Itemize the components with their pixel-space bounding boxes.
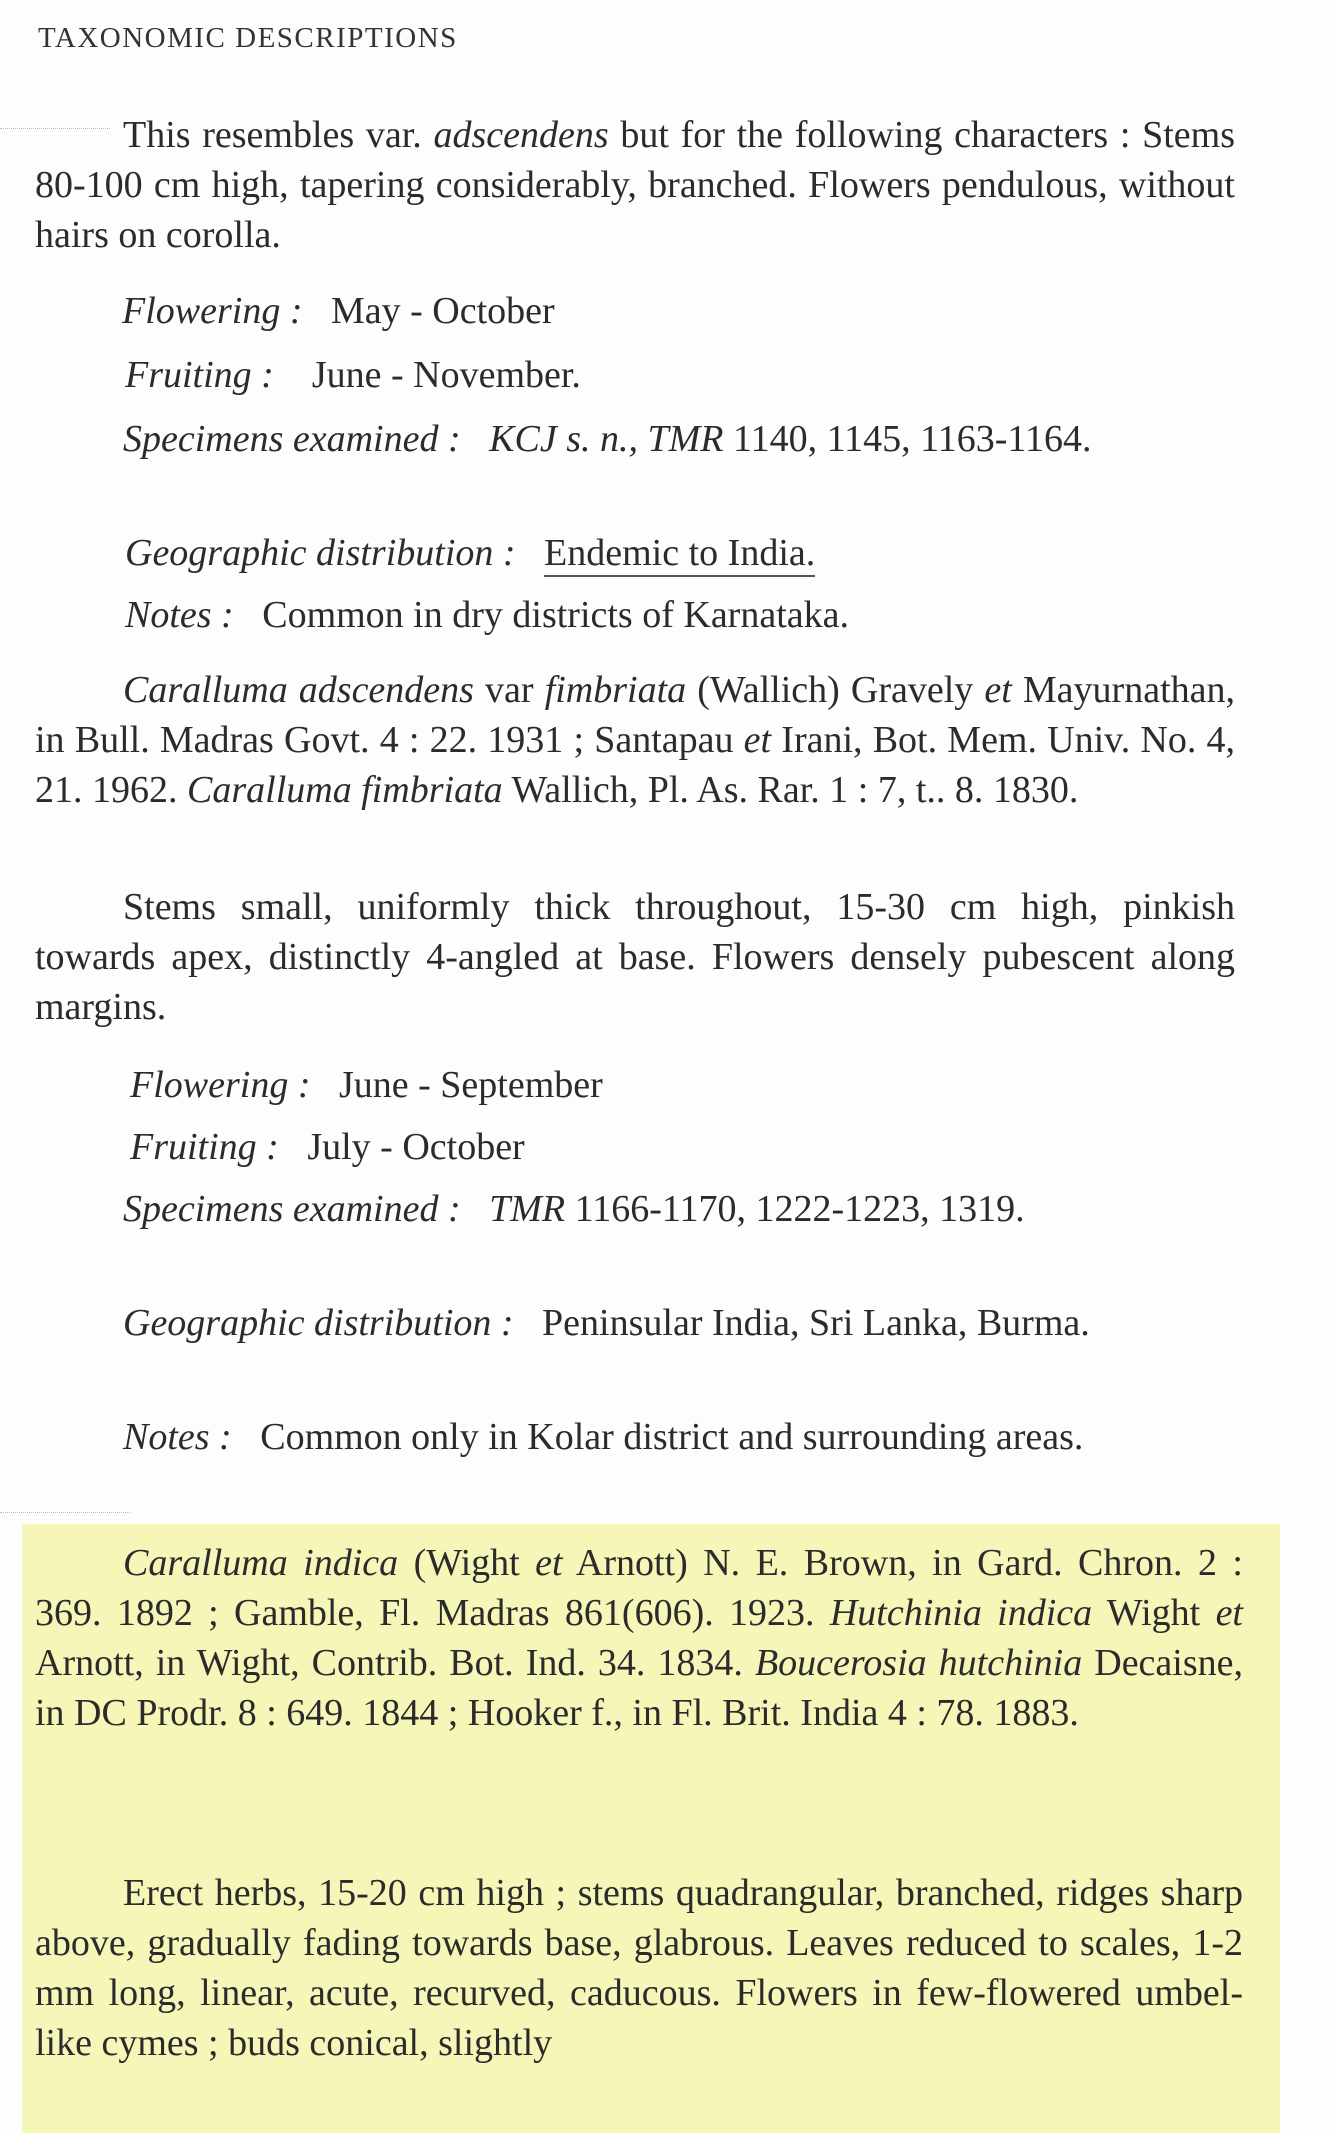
citation-italic: Caralluma indica xyxy=(123,1542,399,1584)
distribution-line-1 xyxy=(125,528,815,578)
notes-value: Common in dry districts of Karnataka. xyxy=(262,594,849,636)
citation-italic: Caralluma adscendens xyxy=(123,669,474,711)
fruiting-label: Fruiting : xyxy=(130,1126,279,1168)
citation-italic: et xyxy=(743,719,772,761)
notes-line-1 xyxy=(125,590,849,640)
distribution-value: Endemic to India. xyxy=(544,532,815,577)
citation-text: Decaisne, in DC Prodr. 8 : 649. 1844 ; Hooker f., in Fl. Brit. India 4 : 78. 1883. xyxy=(35,1642,1244,1734)
description-paragraph-2: Stems small, uniformly thick throughout, 15-30 cm high, pinkish towards apex, distinctly 4-angled at base. Flowers densely pubescent along margins. xyxy=(35,886,1235,1028)
intro-italic: adscendens xyxy=(433,114,609,156)
specimens-paragraph-2 xyxy=(35,1184,1235,1234)
notes-paragraph-2 xyxy=(35,1412,1235,1462)
flowering-value: May - October xyxy=(330,290,555,332)
citation-text: var xyxy=(473,669,545,711)
citation-text: Arnott, in Wight, Contrib. Bot. Ind. 34. 1834. xyxy=(35,1642,755,1684)
citation-paragraph-2 xyxy=(35,665,1235,815)
flowering-value: June - September xyxy=(338,1064,603,1106)
specimens-value-italic: TMR xyxy=(489,1188,566,1230)
citation-italic: fimbriata xyxy=(544,669,687,711)
description-paragraph-3: Erect herbs, 15-20 cm high ; stems quadrangular, branched, ridges sharp above, gradually fading towards base, glabrous. Leaves reduced to scales, 1-2 mm long, linear, acute, recurved, caducous. Flowers in few-flowered umbel-like cymes ; buds conical, slightly xyxy=(35,1872,1243,2064)
citation-italic: et xyxy=(535,1542,563,1584)
citation-text: (Wallich) Gravely xyxy=(686,669,985,711)
flowering-line-1 xyxy=(122,286,555,336)
flowering-line-2 xyxy=(130,1060,603,1110)
citation-paragraph-3 xyxy=(35,1538,1243,1738)
citation-text: Mayurnathan, in Bull. Madras Govt. 4 : 22. 1931 ; Santapau xyxy=(35,669,1235,761)
fruiting-value: June - November. xyxy=(311,354,581,396)
citation-text: Arnott) N. E. Brown, in Gard. Chron. 2 : 369. 1892 ; Gamble, Fl. Madras 861(606). 1923. xyxy=(35,1542,1243,1634)
fruiting-value: July - October xyxy=(307,1126,525,1168)
notes-label: Notes : xyxy=(123,1416,232,1458)
citation-text: (Wight xyxy=(398,1542,536,1584)
citation-italic: Caralluma fimbriata xyxy=(187,769,503,811)
distribution-label: Geographic distribution : xyxy=(123,1302,514,1344)
specimens-value: 1166-1170, 1222-1223, 1319. xyxy=(565,1188,1025,1230)
scan-speck xyxy=(0,1512,130,1513)
flowering-label: Flowering : xyxy=(130,1064,311,1106)
fruiting-line-2 xyxy=(130,1122,525,1172)
citation-text: Irani, Bot. Mem. Univ. No. 4, 21. 1962. xyxy=(35,719,1235,811)
distribution-value: Peninsular India, Sri Lanka, Burma. xyxy=(542,1302,1090,1344)
specimens-value: 1140, 1145, 1163-1164. xyxy=(723,418,1092,460)
specimens-value-italic: KCJ s. n., TMR xyxy=(489,418,724,460)
fruiting-label: Fruiting : xyxy=(125,354,274,396)
citation-italic: Hutchinia indica xyxy=(829,1592,1093,1634)
citation-text: Wight xyxy=(1092,1592,1216,1634)
specimens-label: Specimens examined : xyxy=(123,418,461,460)
citation-text: Wallich, Pl. As. Rar. 1 : 7, t.. 8. 1830. xyxy=(502,769,1079,811)
notes-value: Common only in Kolar district and surrounding areas. xyxy=(260,1416,1084,1458)
intro-paragraph xyxy=(35,110,1235,260)
distribution-paragraph-2 xyxy=(35,1298,1235,1348)
citation-italic: et xyxy=(984,669,1012,711)
intro-rest: but for the following characters : Stems 80-100 cm high, tapering considerably, branched. Flowers pendulous, without hairs on corolla. xyxy=(35,114,1235,256)
page-header: TAXONOMIC DESCRIPTIONS xyxy=(38,22,458,54)
specimens-label: Specimens examined : xyxy=(123,1188,461,1230)
fruiting-line-1 xyxy=(125,350,581,400)
specimens-paragraph-1 xyxy=(35,414,1235,464)
citation-italic: et xyxy=(1215,1592,1243,1634)
flowering-label: Flowering : xyxy=(122,290,303,332)
notes-label: Notes : xyxy=(125,594,234,636)
distribution-label: Geographic distribution : xyxy=(125,532,516,574)
intro-start: This resembles var. xyxy=(123,114,434,156)
citation-italic: Boucerosia hutchinia xyxy=(754,1642,1083,1684)
